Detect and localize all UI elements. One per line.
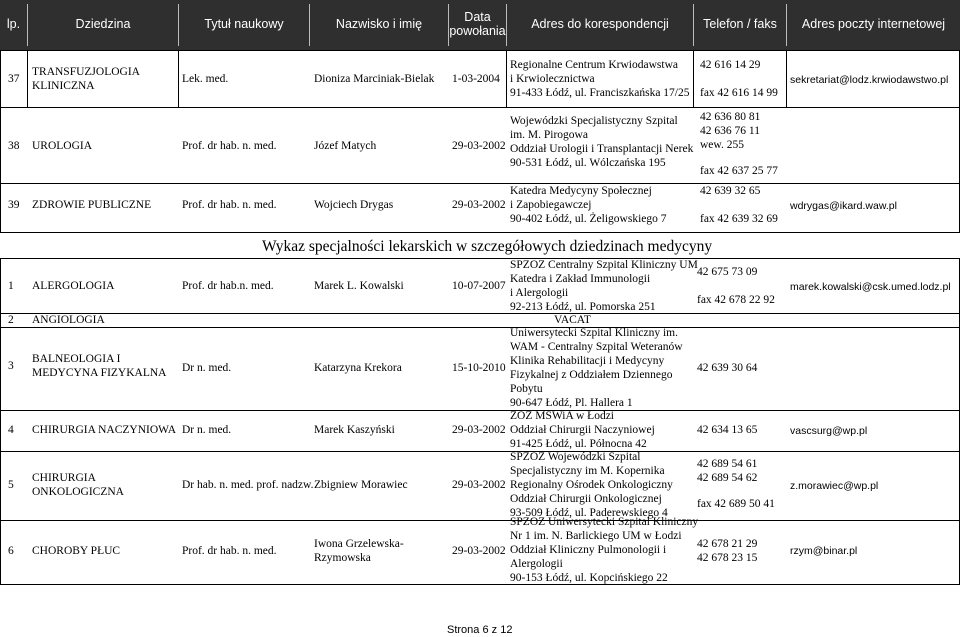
row-nazwisko: Marek Kaszyński	[314, 424, 395, 436]
row-email-link[interactable]: z.morawiec@wp.pl	[790, 480, 879, 492]
row-nazwisko: Rzymowska	[314, 552, 371, 564]
table-header	[0, 0, 960, 50]
row-data: 29-03-2002	[452, 199, 506, 211]
row-adres: Uniwersytecki Szpital Kliniczny im.	[510, 327, 678, 339]
row-tel: 42 689 54 62	[697, 472, 758, 484]
row-lp: 39	[8, 199, 20, 211]
header-tytul: Tytuł naukowy	[204, 17, 284, 32]
row-adres: i Krwiolecznictwa	[510, 73, 595, 85]
row-tel: 42 616 14 29	[700, 59, 761, 71]
row-adres: i Alergologii	[510, 287, 569, 299]
row-tytul: Dr n. med.	[182, 362, 232, 374]
row-adres: 90-531 Łódź, ul. Wólczańska 195	[510, 157, 666, 169]
row-dziedzina: CHOROBY PŁUC	[32, 545, 121, 557]
row-dziedzina: ZDROWIE PUBLICZNE	[32, 199, 152, 211]
row-dziedzina: ONKOLOGICZNA	[32, 486, 124, 498]
row-tytul: Prof. dr hab. n. med.	[182, 545, 277, 557]
row-fax: fax 42 616 14 99	[700, 87, 778, 99]
row-tel: 42 639 30 64	[697, 362, 758, 374]
header-adres: Adres do korespondencji	[531, 17, 669, 32]
row-lp: 4	[8, 424, 14, 436]
row-adres: Fizykalnej z Oddziałem Dziennego	[510, 369, 673, 381]
row-fax: fax 42 637 25 77	[700, 165, 778, 177]
row-adres: Alergologii	[510, 558, 563, 570]
row-tel: 42 636 76 11	[700, 125, 760, 137]
row-data: 15-10-2010	[452, 362, 506, 374]
row-dziedzina: KLINICZNA	[32, 80, 95, 92]
row-dziedzina: TRANSFUZJOLOGIA	[32, 66, 140, 78]
row-fax: fax 42 689 50 41	[697, 498, 775, 510]
row-adres: 91-425 Łódź, ul. Północna 42	[510, 438, 647, 450]
row-data: 29-03-2002	[452, 545, 506, 557]
row-tytul: Dr n. med.	[182, 424, 232, 436]
row-adres: 90-402 Łódź, ul. Żeligowskiego 7	[510, 213, 667, 225]
header-telefon: Telefon / faks	[703, 17, 777, 32]
row-adres: Pobytu	[510, 383, 543, 395]
row-nazwisko: Iwona Grzelewska-	[314, 538, 404, 550]
row-adres: Specjalistyczny im M. Kopernika	[510, 465, 665, 477]
row-adres: Regionalny Ośrodek Onkologiczny	[510, 479, 673, 491]
header-dziedzina: Dziedzina	[75, 17, 131, 32]
row-adres: SPZOZ Centralny Szpital Kliniczny UM	[510, 259, 698, 271]
row-adres: Katedra i Zakład Immunologii	[510, 273, 651, 285]
row-tytul: Prof. dr hab. n. med.	[182, 140, 277, 152]
row-nazwisko: Dionizа Marciniak-Bielak	[314, 73, 435, 85]
row-dziedzina: CHIRURGIA NACZYNIOWA	[32, 424, 177, 436]
row-tytul: Lek. med.	[182, 73, 229, 85]
row-fax: fax 42 678 22 92	[697, 294, 775, 306]
row-nazwisko: Wojciech Drygas	[314, 199, 394, 211]
row-adres: 90-153 Łódź, ul. Kopcińskiego 22	[510, 572, 668, 584]
row-adres: Katedra Medycyny Społecznej	[510, 185, 652, 197]
row-tytul: Prof. dr hab. n. med.	[182, 199, 277, 211]
row-dziedzina: BALNEOLOGIA I	[32, 353, 121, 365]
header-lp: lp.	[6, 17, 21, 32]
row-email-link[interactable]: rzym@binar.pl	[790, 545, 858, 557]
row-email-link[interactable]: sekretariat@lodz.krwiodawstwo.pl	[790, 74, 949, 86]
row-adres: Oddział Kliniczny Pulmonologii i	[510, 544, 667, 556]
row-nazwisko: Józef Matych	[314, 140, 377, 152]
row-tel: 42 675 73 09	[697, 266, 758, 278]
header-data: Data powołania	[449, 10, 506, 38]
row-adres: im. M. Pirogowa	[510, 129, 588, 141]
row-lp: 38	[8, 140, 20, 152]
row-email-link[interactable]: vascsurg@wp.pl	[790, 425, 868, 437]
row-adres: WAM - Centralny Szpital Weteranów	[510, 341, 683, 353]
row-data: 29-03-2002	[452, 424, 506, 436]
row-dziedzina: UROLOGIA	[32, 140, 93, 152]
row-data: 29-03-2002	[452, 140, 506, 152]
row-tel: 42 689 54 61	[697, 458, 758, 470]
row-data: 29-03-2002	[452, 479, 506, 491]
row-lp: 2	[8, 314, 14, 326]
row-email-link[interactable]: wdrygas@ikard.waw.pl	[790, 200, 897, 212]
row-adres: Klinika Rehabilitacji i Medycyny	[510, 355, 665, 367]
row-email-link[interactable]: marek.kowalski@csk.umed.lodz.pl	[790, 281, 951, 293]
row-adres: 92-213 Łódź, ul. Pomorska 251	[510, 301, 656, 313]
row-adres: Oddział Urologii i Transplantacji Nerek	[510, 143, 694, 155]
row-tel: wew. 255	[700, 139, 744, 151]
row-nazwisko: Zbigniew Morawiec	[314, 479, 408, 491]
row-data: 10-07-2007	[452, 280, 506, 292]
vacat-label: VACAT	[554, 314, 591, 326]
row-adres: Oddział Chirurgii Naczyniowej	[510, 424, 655, 436]
row-adres: 93-509 Łódź, ul. Paderewskiego 4	[510, 507, 668, 519]
row-adres: 91-433 Łódź, ul. Franciszkańska 17/25	[510, 87, 690, 99]
page-number: Strona 6 z 12	[447, 624, 513, 636]
row-tytul: Prof. dr hab.n. med.	[182, 280, 274, 292]
row-dziedzina: ANGIOLOGIA	[32, 314, 105, 326]
row-lp: 6	[8, 545, 14, 557]
row-nazwisko: Marek L. Kowalski	[314, 280, 404, 292]
row-tytul: Dr hab. n. med. prof. nadzw.	[182, 479, 314, 491]
row-tel: 42 636 80 81	[700, 111, 761, 123]
row-data: 1-03-2004	[452, 73, 500, 85]
row-lp: 5	[8, 479, 14, 491]
header-nazwisko: Nazwisko i imię	[335, 17, 423, 32]
row-lp: 1	[8, 280, 14, 292]
section-title: Wykaz specjalności lekarskich w szczegółowych dziedzinach medycyny	[262, 238, 713, 255]
row-lp: 3	[8, 360, 14, 372]
row-adres: i Zapobiegawczej	[510, 199, 592, 211]
row-tel: 42 678 21 29	[697, 538, 758, 550]
row-adres: Wojewódzki Specjalistyczny Szpital	[510, 115, 678, 127]
row-lp: 37	[8, 73, 20, 85]
row-tel: 42 678 23 15	[697, 552, 758, 564]
row-adres: Oddział Chirurgii Onkologicznej	[510, 493, 662, 505]
row-adres: Nr 1 im. N. Barlickiego UM w Łodzi	[510, 530, 682, 542]
row-fax: fax 42 639 32 69	[700, 213, 778, 225]
row-adres: ZOZ MSWiA w Łodzi	[510, 410, 614, 422]
row-dziedzina: MEDYCYNA FIZYKALNA	[32, 367, 167, 379]
row-tel: 42 639 32 65	[700, 185, 761, 197]
row-tel: 42 634 13 65	[697, 424, 758, 436]
row-adres: SPZOZ Uniwersytecki Szpital Kliniczny	[510, 516, 699, 528]
row-dziedzina: CHIRURGIA	[32, 472, 96, 484]
row-adres: 90-647 Łódź, Pl. Hallera 1	[510, 397, 633, 409]
row-adres: Regionalne Centrum Krwiodawstwa	[510, 59, 678, 71]
row-dziedzina: ALERGOLOGIA	[32, 280, 115, 292]
row-nazwisko: Katarzyna Krekora	[314, 362, 402, 374]
row-adres: SPZOZ Wojewódzki Szpital	[510, 451, 641, 463]
header-email: Adres poczty internetowej	[801, 17, 946, 32]
